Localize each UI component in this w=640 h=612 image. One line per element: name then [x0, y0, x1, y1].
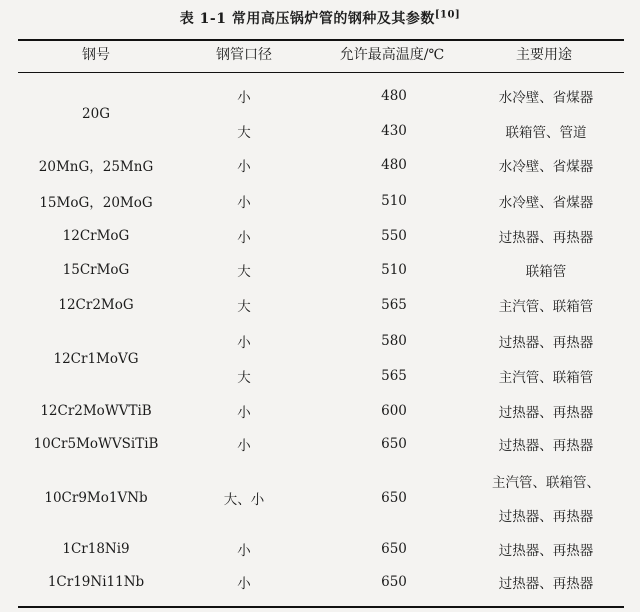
- steel-grade-cell: 12Cr2MoG: [58, 297, 134, 313]
- pipe-size-cell: 小: [237, 543, 251, 559]
- main-use-cell: 水冷壁、省煤器: [498, 159, 594, 175]
- top-rule: [18, 39, 624, 41]
- main-use-cell: 过热器、再热器: [498, 509, 594, 525]
- max-temperature-cell: 600: [381, 403, 407, 419]
- steel-grade-cell: 12Cr2MoWVTiB: [40, 403, 152, 419]
- main-use-cell: 联箱管: [525, 264, 567, 280]
- max-temperature-cell: 580: [381, 333, 407, 349]
- main-use-cell: 过热器、再热器: [498, 405, 594, 421]
- steel-grade-cell: 10Cr5MoWVSiTiB: [33, 436, 159, 452]
- max-temperature-cell: 550: [381, 228, 407, 244]
- steel-grade-cell: 20MnG，25MnG: [38, 159, 154, 175]
- steel-grade-cell: 12CrMoG: [62, 228, 130, 244]
- main-use-cell: 联箱管、管道: [505, 125, 587, 141]
- pipe-size-cell: 小: [237, 576, 251, 592]
- max-temperature-cell: 650: [381, 541, 407, 557]
- max-temperature-cell: 565: [381, 297, 407, 313]
- pipe-size-cell: 小: [237, 405, 251, 421]
- main-use-cell: 水冷壁、省煤器: [498, 90, 594, 106]
- max-temperature-cell: 650: [381, 490, 407, 506]
- main-use-cell: 过热器、再热器: [498, 230, 594, 246]
- header-max-temperature: 允许最高温度/℃: [339, 47, 445, 63]
- max-temperature-cell: 565: [381, 368, 407, 384]
- main-use-cell: 主汽管、联箱管: [498, 370, 594, 386]
- max-temperature-cell: 430: [381, 123, 407, 139]
- max-temperature-cell: 510: [381, 193, 407, 209]
- header-pipe-size: 钢管口径: [216, 47, 272, 63]
- main-use-cell: 主汽管、联箱管、: [492, 475, 600, 491]
- pipe-size-cell: 小: [237, 195, 251, 211]
- max-temperature-cell: 480: [381, 88, 407, 104]
- pipe-size-cell: 小: [237, 159, 251, 175]
- main-use-cell: 过热器、再热器: [498, 576, 594, 592]
- steel-grade-cell: 1Cr19Ni11Nb: [47, 574, 145, 590]
- steel-grade-cell: 12Cr1MoVG: [53, 350, 139, 367]
- max-temperature-cell: 650: [381, 436, 407, 452]
- table-caption: [0, 8, 640, 28]
- max-temperature-cell: 650: [381, 574, 407, 590]
- main-use-cell: 水冷壁、省煤器: [498, 195, 594, 211]
- steel-grade-cell: 10Cr9Mo1VNb: [44, 490, 148, 506]
- pipe-size-cell: 大: [237, 299, 251, 315]
- pipe-size-cell: 小: [237, 335, 251, 351]
- caption-reference: [10]: [434, 9, 461, 21]
- steel-grade-cell: 15CrMoG: [62, 262, 130, 278]
- pipe-size-cell: 小: [237, 438, 251, 454]
- caption-title: 表 1-1 常用高压锅炉管的钢种及其参数: [179, 11, 435, 27]
- main-use-cell: 过热器、再热器: [498, 438, 594, 454]
- pipe-size-cell: 大: [237, 264, 251, 280]
- pipe-size-cell: 小: [237, 90, 251, 106]
- main-use-cell: 过热器、再热器: [498, 543, 594, 559]
- max-temperature-cell: 510: [381, 262, 407, 278]
- pipe-size-cell: 大、小: [223, 492, 265, 508]
- bottom-rule: [18, 606, 624, 608]
- main-use-cell: 主汽管、联箱管: [498, 299, 594, 315]
- pipe-size-cell: 大: [237, 125, 251, 141]
- main-use-cell: 过热器、再热器: [498, 335, 594, 351]
- steel-grade-cell: 1Cr18Ni9: [62, 541, 130, 557]
- header-rule: [18, 72, 624, 73]
- steel-grade-cell: 15MoG，20MoG: [39, 195, 153, 211]
- pipe-size-cell: 大: [237, 370, 251, 386]
- steel-grade-cell: 20G: [82, 105, 110, 122]
- pipe-size-cell: 小: [237, 230, 251, 246]
- max-temperature-cell: 480: [381, 157, 407, 173]
- header-grade: 钢号: [82, 47, 110, 63]
- header-main-use: 主要用途: [516, 47, 572, 63]
